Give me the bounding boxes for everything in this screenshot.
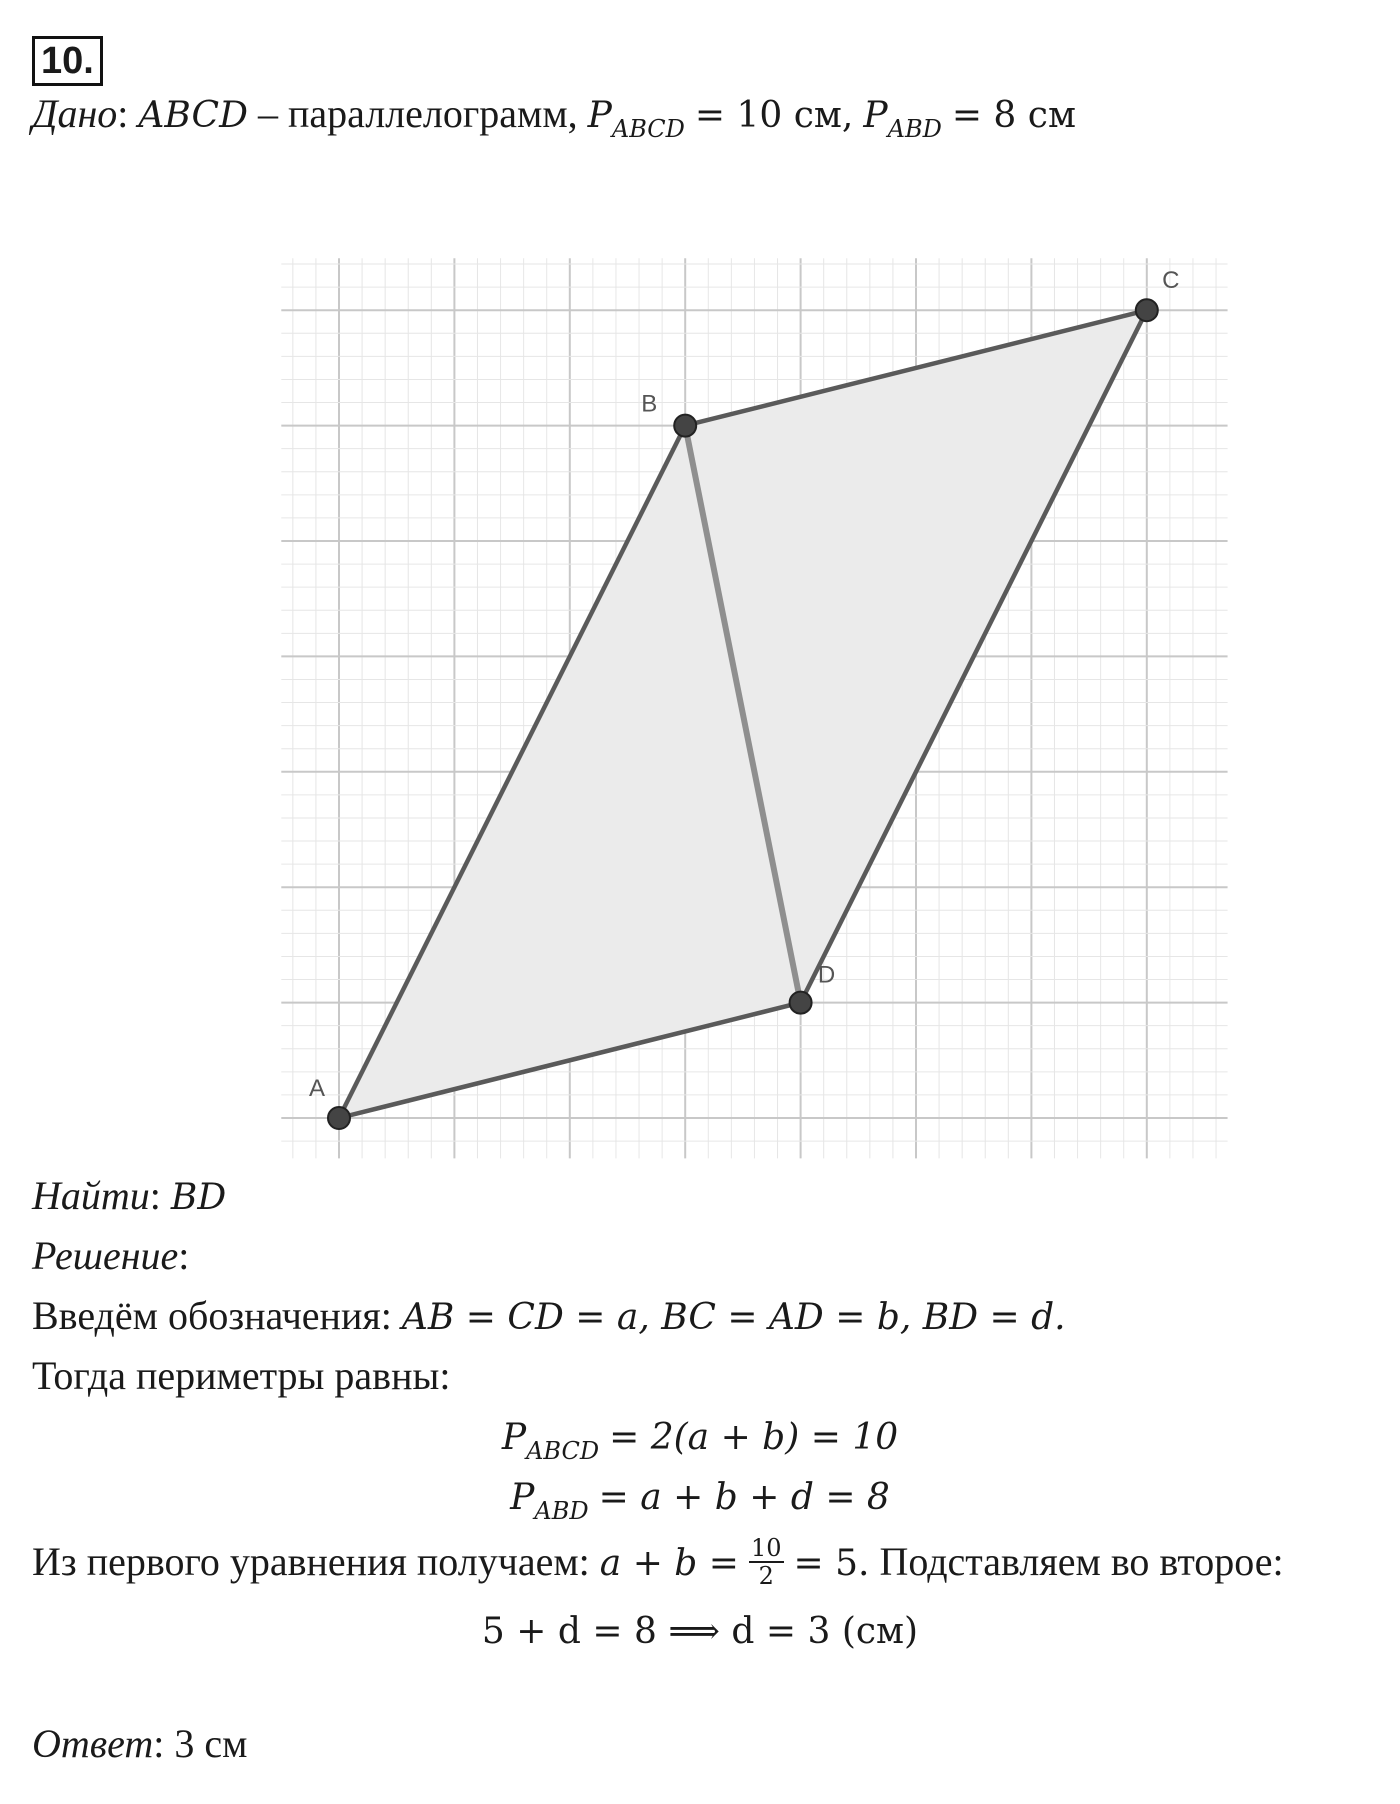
perimeter-abd-symbol: P bbox=[863, 95, 888, 136]
notation-line bbox=[32, 1292, 1066, 1342]
vertex-a-point bbox=[328, 1107, 350, 1129]
vertex-d-label: D bbox=[817, 961, 836, 989]
substitute-text: Подставляем во второе: bbox=[879, 1539, 1284, 1584]
solution-heading: Решение: bbox=[32, 1233, 190, 1278]
vertex-b-point bbox=[674, 415, 696, 437]
from-first-line: Из первого уравнения получаем: a + b = $\frac{10}{2}$ = 5. Подставляем во второе: bbox=[32, 1533, 1284, 1590]
find-label: Найти bbox=[32, 1173, 150, 1218]
answer-label: Ответ bbox=[32, 1721, 154, 1766]
given-figure: ABCD bbox=[138, 95, 248, 136]
parallelogram-shape bbox=[339, 310, 1147, 1118]
fraction bbox=[749, 1535, 784, 1589]
problem-number: 10. bbox=[32, 36, 103, 86]
perimeter-abd-subscript: ABD bbox=[887, 115, 942, 143]
final-equation: 5 + d = 8 ⟹ d = 3 (см) bbox=[481, 1611, 919, 1652]
perimeter-abcd-symbol: P bbox=[587, 95, 612, 136]
fraction-numerator: 10 bbox=[750, 1533, 782, 1562]
vertex-a-label: A bbox=[308, 1075, 326, 1102]
answer-value: 3 см bbox=[174, 1721, 248, 1766]
perimeters-text: Тогда периметры равны: bbox=[32, 1353, 451, 1398]
find-value: BD bbox=[170, 1177, 227, 1218]
answer-line: Ответ: 3 см bbox=[32, 1721, 248, 1766]
equation-2: $P_{ABD} = a + b + d = 8$ bbox=[510, 1477, 890, 1525]
equation-2-rest: = a + b + d = 8 bbox=[598, 1477, 890, 1518]
perimeter-abd-value: = 8 см bbox=[951, 95, 1076, 136]
vertex-c-label: C bbox=[1162, 267, 1180, 295]
find-line: Найти: BD bbox=[32, 1173, 227, 1218]
perimeter-abcd-subscript: ABCD bbox=[611, 115, 685, 143]
fraction-denominator: 2 bbox=[758, 1561, 774, 1590]
equation-1: $P_{ABCD} = 2(a + b) = 10$ bbox=[501, 1417, 899, 1465]
vertex-b-label: B bbox=[641, 390, 658, 418]
vertex-d-point bbox=[790, 992, 812, 1014]
equation-1-rest: = 2(a + b) = 10 bbox=[609, 1417, 899, 1458]
perimeter-abcd-value: = 10 см, bbox=[694, 95, 854, 136]
notation-text: Введём обозначения: bbox=[32, 1293, 392, 1338]
given-line: Дано: ABCD – параллелограмм, $P_{ABCD} = 10$ см, $P_{ABD} = 8$ см bbox=[32, 91, 1076, 143]
given-description: – параллелограмм, bbox=[247, 91, 578, 136]
vertex-c-point bbox=[1136, 299, 1158, 321]
from-first-result: = 5. bbox=[793, 1543, 870, 1584]
from-first-text: Из первого уравнения получаем: bbox=[32, 1539, 590, 1584]
solution-label: Решение bbox=[32, 1233, 179, 1278]
notation-math: AB = CD = a, BC = AD = b, BD = d. bbox=[401, 1297, 1066, 1338]
given-label: Дано bbox=[32, 91, 118, 136]
